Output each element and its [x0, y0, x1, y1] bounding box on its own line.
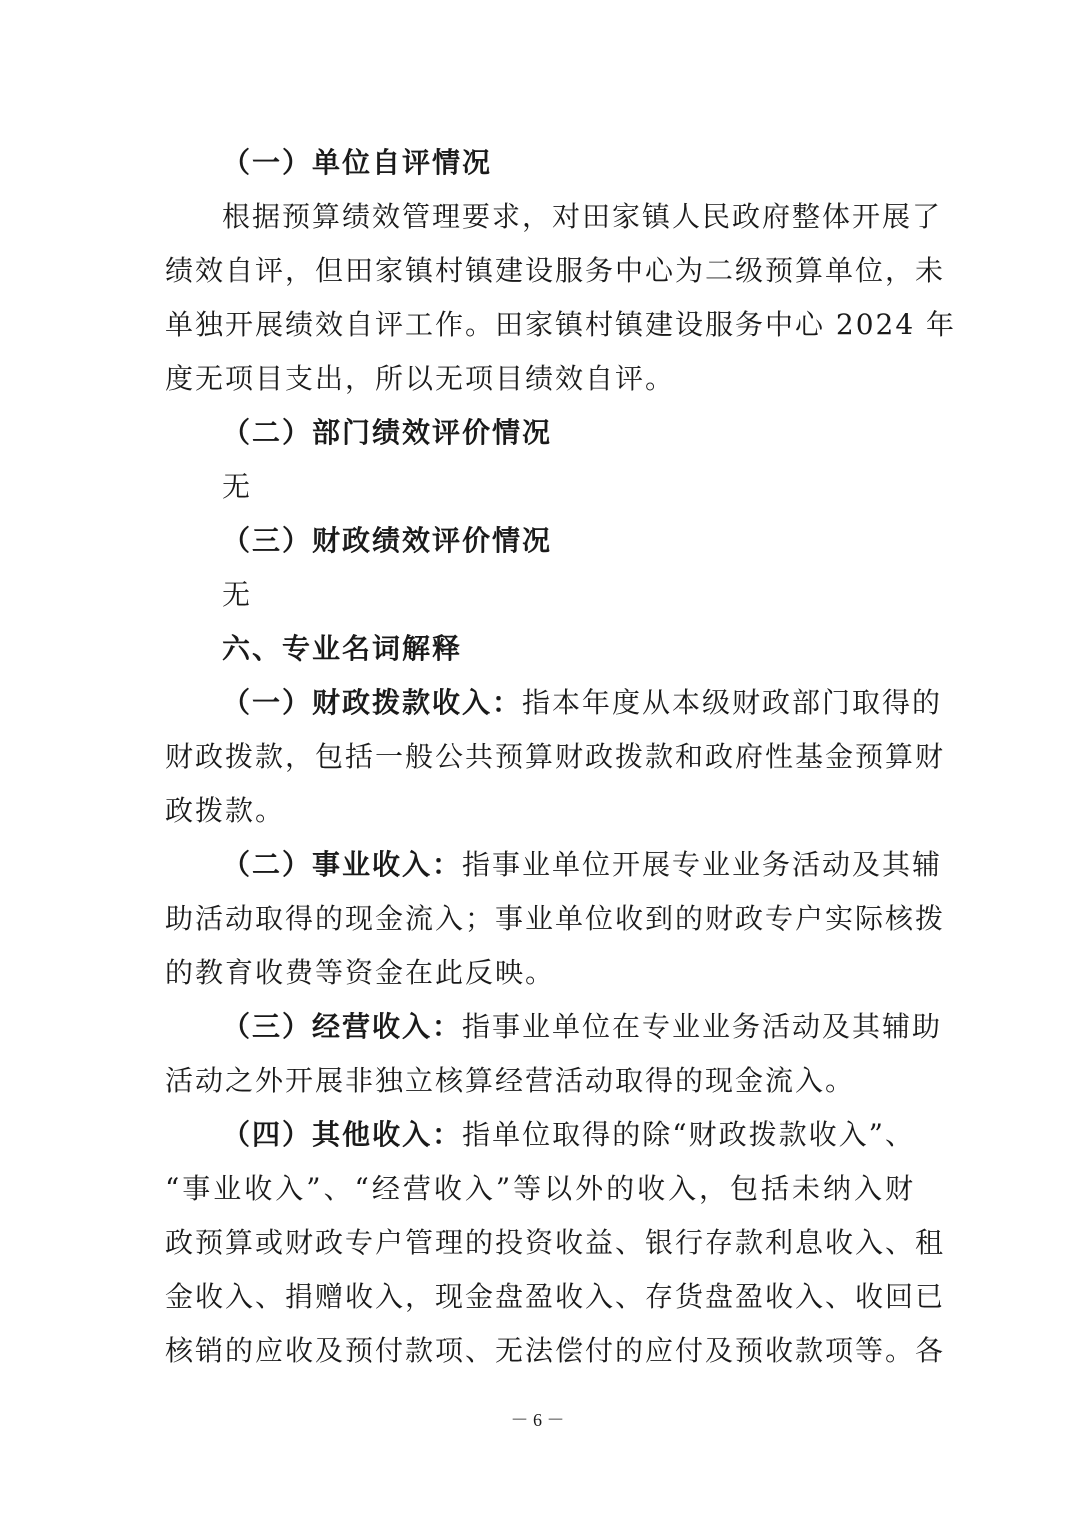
text-run: 的教育收费等资金在此反映。: [165, 956, 556, 989]
text-line: [222, 143, 915, 183]
text-run: 活动之外开展非独立核算经营活动取得的现金流入。: [165, 1064, 856, 1097]
text-line: [165, 1331, 946, 1371]
bold-run: （二）部门绩效评价情况: [222, 416, 553, 449]
text-line: [222, 629, 915, 669]
text-run: 指单位取得的除“财政拨款收入”、: [462, 1118, 915, 1151]
text-run: 政预算或财政专户管理的投资收益、银行存款利息收入、租: [165, 1226, 946, 1259]
text-line: [165, 737, 946, 777]
text-line: [165, 791, 915, 831]
text-line: [222, 1115, 915, 1155]
text-line: [222, 1007, 943, 1047]
text-line: [222, 683, 943, 723]
text-run: 指事业单位在专业业务活动及其辅助: [462, 1010, 943, 1043]
text-line: [165, 1169, 915, 1209]
text-run: 助活动取得的现金流入；事业单位收到的财政专户实际核拨: [165, 902, 946, 935]
text-line: [165, 359, 915, 399]
text-run: 核销的应收及预付款项、无法偿付的应付及预收款项等。各: [165, 1334, 946, 1367]
text-run: 单独开展绩效自评工作。田家镇村镇建设服务中心 2024 年: [165, 308, 957, 341]
text-run: 指本年度从本级财政部门取得的: [522, 686, 943, 719]
text-run: 无: [222, 470, 253, 503]
text-line: [165, 251, 946, 291]
bold-run: （四）其他收入：: [222, 1118, 463, 1151]
text-line: [165, 899, 946, 939]
bold-run: （一）财政拨款收入：: [222, 686, 523, 719]
text-run: 无: [222, 578, 253, 611]
text-run: 度无项目支出，所以无项目绩效自评。: [165, 362, 676, 395]
text-line: [222, 197, 943, 237]
text-line: [222, 845, 943, 885]
text-line: [222, 467, 915, 507]
text-run: “事业收入”、“经营收入”等以外的收入，包括未纳入财: [165, 1172, 915, 1205]
text-line: [165, 1277, 946, 1317]
bold-run: （三）经营收入：: [222, 1010, 463, 1043]
text-line: [165, 305, 957, 345]
text-run: 政拨款。: [165, 794, 286, 827]
text-line: [222, 575, 915, 615]
text-run: 根据预算绩效管理要求，对田家镇人民政府整体开展了: [222, 200, 943, 233]
page-number: － 6 －: [510, 1410, 565, 1430]
text-run: 财政拨款，包括一般公共预算财政拨款和政府性基金预算财: [165, 740, 946, 773]
text-line: [165, 1223, 946, 1263]
bold-run: （一）单位自评情况: [222, 146, 493, 179]
text-line: [222, 413, 915, 453]
bold-run: （二）事业收入：: [222, 848, 463, 881]
text-line: [222, 521, 915, 561]
bold-run: 六、专业名词解释: [222, 632, 463, 665]
text-run: 绩效自评，但田家镇村镇建设服务中心为二级预算单位，未: [165, 254, 946, 287]
text-line: [165, 953, 915, 993]
text-line: [165, 1061, 915, 1101]
text-run: 指事业单位开展专业业务活动及其辅: [462, 848, 943, 881]
bold-run: （三）财政绩效评价情况: [222, 524, 553, 557]
text-run: 金收入、捐赠收入，现金盘盈收入、存货盘盈收入、收回已: [165, 1280, 946, 1313]
